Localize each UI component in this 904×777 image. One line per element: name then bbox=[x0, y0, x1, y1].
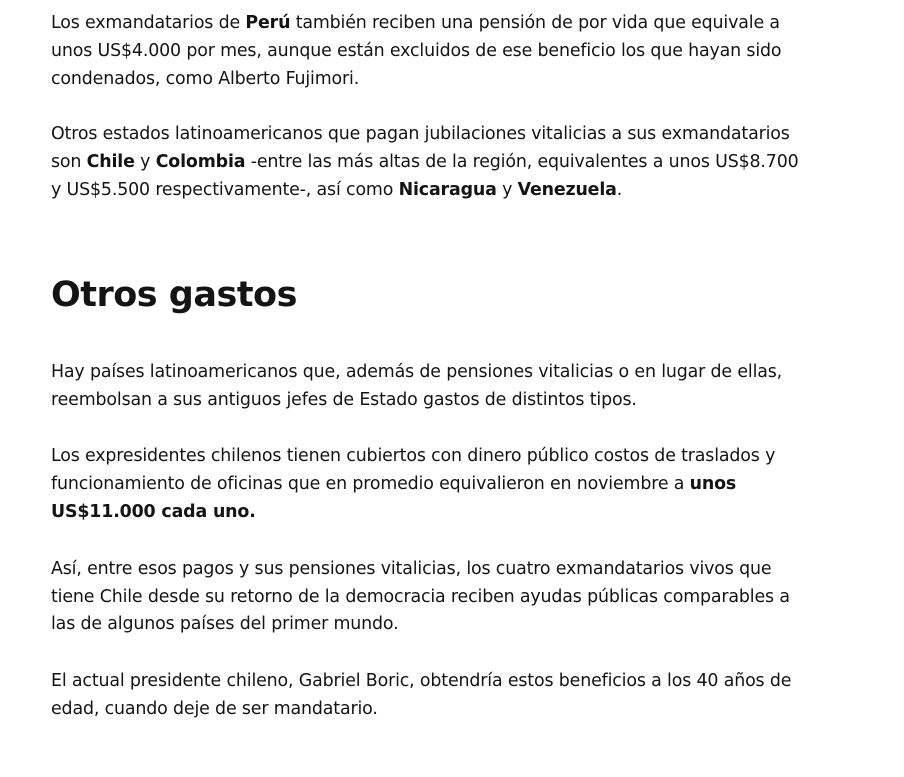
bold-country-chile: Chile bbox=[86, 152, 135, 173]
bold-amount: unos US$11.000 cada uno. bbox=[51, 474, 737, 522]
paragraph-chile-benefits: Así, entre esos pagos y sus pensiones vitalicias, los cuatro exmandatarios vivos que tiene Chile desde su retorno de la democracia reciben ayudas públicas comparables a las de algunos países del primer mundo. bbox=[51, 558, 790, 635]
text: también reciben una pensión de por vida que equivale a unos US$4.000 por mes, aunque están excluidos de ese beneficio los que hayan sido condenados, como Alberto Fujimori. bbox=[51, 13, 782, 89]
paragraph-other-states bbox=[51, 121, 811, 204]
bold-country-peru: Perú bbox=[245, 13, 291, 33]
text: . bbox=[616, 179, 623, 200]
paragraph-boric: El actual presidente chileno, Gabriel Boric, obtendría estos beneficios a los 40 años de edad, cuando deje de ser mandatario. bbox=[51, 671, 792, 719]
text: Otros estados latinoamericanos que pagan jubilaciones vitalicias a sus exmandatarios son bbox=[51, 124, 790, 173]
paragraph-chile-costs bbox=[51, 443, 811, 526]
paragraph-peru-pension bbox=[51, 10, 811, 93]
bold-country-nicaragua: Nicaragua bbox=[398, 179, 497, 200]
text: -entre las más altas de la región, equivalentes a unos US$8.700 y US$5.500 respectivamente-, así como bbox=[51, 152, 799, 200]
section-heading: Otros gastos bbox=[51, 274, 297, 315]
article-body bbox=[51, 10, 811, 724]
bold-country-venezuela: Venezuela bbox=[517, 179, 617, 200]
text: Los exmandatarios de bbox=[51, 13, 246, 33]
text: y bbox=[134, 152, 156, 173]
bold-country-colombia: Colombia bbox=[155, 152, 246, 173]
paragraph-reimbursements: Hay países latinoamericanos que, además de pensiones vitalicias o en lugar de ellas, reembolsan a sus antiguos jefes de Estado gastos de distintos tipos. bbox=[51, 361, 783, 410]
text: Los expresidentes chilenos tienen cubiertos con dinero público costos de traslados y funcionamiento de oficinas que en promedio equivalieron en noviembre a bbox=[51, 446, 776, 495]
text: y bbox=[496, 179, 518, 200]
